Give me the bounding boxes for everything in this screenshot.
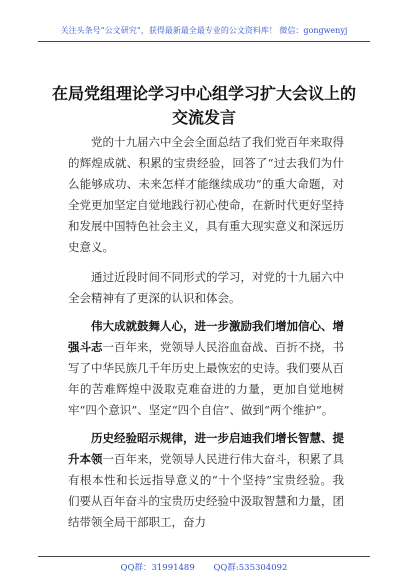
footer-qq-group-1: QQ群：31991489 <box>120 563 195 573</box>
paragraph-text: 党的十九届六中全会全面总结了我们党百年来取得的辉煌成就、积累的宝贵经验，回答了“过去我们为什么能够成功、未来怎样才能继续成功”的重大命题，对全党更加坚定自觉地践行初心使命，在新时代更好坚持和发展中国特色社会主义，具有重大现实意义和深远历史意义。 <box>68 135 344 254</box>
header-divider <box>38 41 370 42</box>
body-paragraph <box>68 428 344 533</box>
footer-divider <box>38 556 370 557</box>
body-paragraph <box>68 316 344 421</box>
body-paragraph <box>68 267 344 309</box>
paragraph-text: 一百年来，党领导人民进行伟大奋斗，积累了具有根本性和长远指导意义的“十个坚持”宝贵经验。我们要从百年奋斗的宝贵历史经验中汲取智慧和力量，团结带领全局干部职工，奋力 <box>68 452 344 529</box>
header-promo-text: 关注头条号“公文研究”，获得最新最全最专业的公文资料库！ 微信：gongwenyj <box>60 26 348 35</box>
paragraph-heading: 历史经验昭示规律，进一步启迪我们增长智慧、提升本领 <box>68 431 344 466</box>
paragraph-text: 一百年来，党领导人民浴血奋战、百折不挠，书写了中华民族几千年历史上最恢宏的史诗。我们要从百年的苦难辉煌中汲取克难奋进的力量，更加自觉地树牢“四个意识”、坚定“四个自信”、做到“两个维护”。 <box>68 340 344 417</box>
document-body <box>68 132 344 542</box>
paragraph-heading: 伟大成就鼓舞人心，进一步激励我们增加信心、增强斗志 <box>68 319 344 354</box>
body-paragraph <box>68 132 344 258</box>
paragraph-text: 通过近段时间不同形式的学习，对党的十九届六中全会精神有了更深的认识和体会。 <box>68 270 344 305</box>
footer-qq-group-2: QQ群:535304092 <box>213 563 288 573</box>
footer-contact <box>38 561 370 573</box>
document-title: 在局党组理论学习中心组学习扩大会议上的交流发言 <box>52 84 357 127</box>
